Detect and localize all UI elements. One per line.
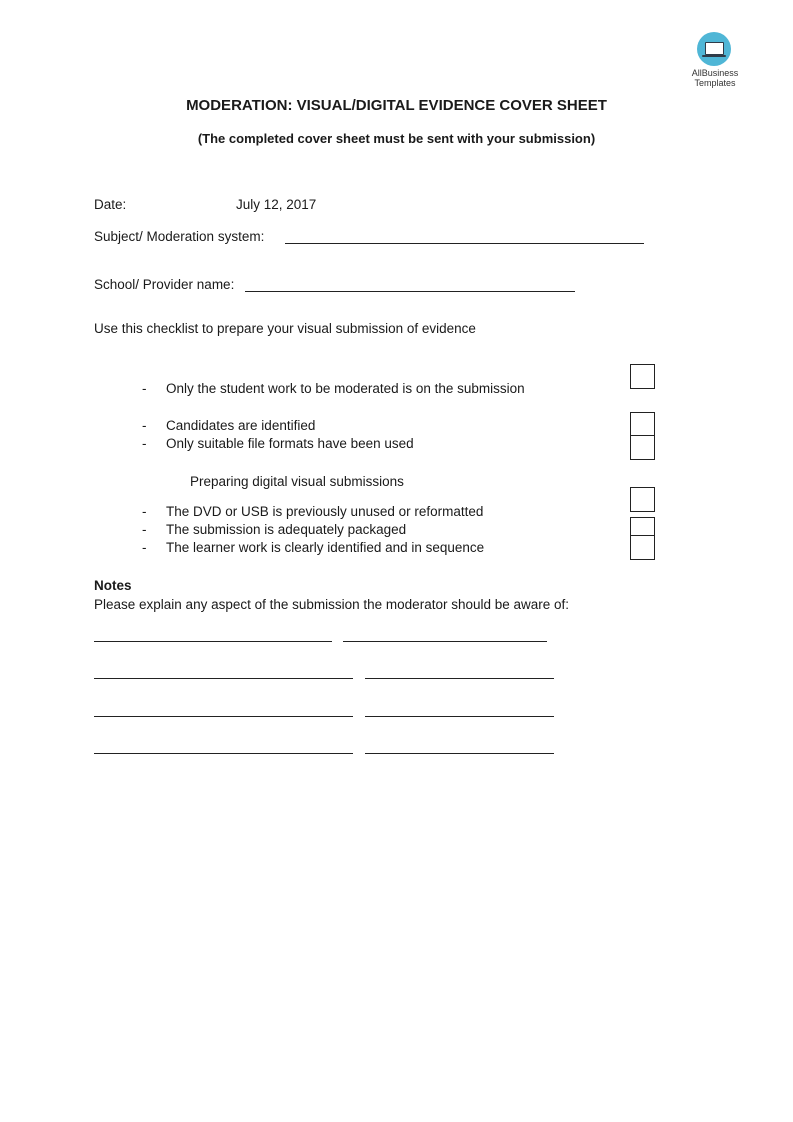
notes-line[interactable] (365, 753, 554, 754)
subject-field[interactable] (285, 243, 644, 244)
checkbox-item-3[interactable] (630, 435, 655, 460)
bullet-dash: - (142, 504, 147, 519)
logo-line-2: Templates (694, 78, 736, 88)
date-value: July 12, 2017 (236, 197, 317, 212)
notes-line[interactable] (94, 678, 353, 679)
checklist-item: Only suitable file formats have been used (166, 436, 414, 451)
digital-checklist-item: The DVD or USB is previously unused or reformatted (166, 504, 484, 519)
notes-instruction: Please explain any aspect of the submission the moderator should be aware of: (94, 597, 570, 612)
notes-heading: Notes (94, 578, 132, 593)
notes-line[interactable] (94, 753, 353, 754)
logo-laptop-icon (697, 32, 731, 66)
notes-line[interactable] (365, 716, 554, 717)
notes-line[interactable] (343, 641, 547, 642)
notes-line[interactable] (94, 641, 332, 642)
subject-label: Subject/ Moderation system: (94, 229, 265, 244)
page-title: MODERATION: VISUAL/DIGITAL EVIDENCE COVER SHEET (186, 97, 607, 114)
date-label: Date: (94, 197, 127, 212)
school-label: School/ Provider name: (94, 277, 235, 292)
notes-line[interactable] (365, 678, 554, 679)
checklist-item: Candidates are identified (166, 418, 316, 433)
notes-line[interactable] (94, 716, 353, 717)
school-field[interactable] (245, 291, 575, 292)
bullet-dash: - (142, 540, 147, 555)
digital-section-heading: Preparing digital visual submissions (190, 474, 404, 489)
bullet-dash: - (142, 436, 147, 451)
checkbox-digital-3[interactable] (630, 535, 655, 560)
checklist-item: Only the student work to be moderated is on the submission (166, 381, 525, 396)
bullet-dash: - (142, 381, 147, 396)
checkbox-item-1[interactable] (630, 364, 655, 389)
checkbox-item-2[interactable] (630, 412, 655, 437)
logo-line-1: AllBusiness (691, 68, 739, 78)
checklist-intro: Use this checklist to prepare your visual submission of evidence (94, 321, 476, 336)
digital-checklist-item: The learner work is clearly identified and in sequence (166, 540, 485, 555)
page-subtitle: (The completed cover sheet must be sent with your submission) (197, 131, 596, 146)
digital-checklist-item: The submission is adequately packaged (166, 522, 407, 537)
bullet-dash: - (142, 418, 147, 433)
logo-text (680, 68, 750, 88)
checkbox-digital-1[interactable] (630, 487, 655, 512)
bullet-dash: - (142, 522, 147, 537)
